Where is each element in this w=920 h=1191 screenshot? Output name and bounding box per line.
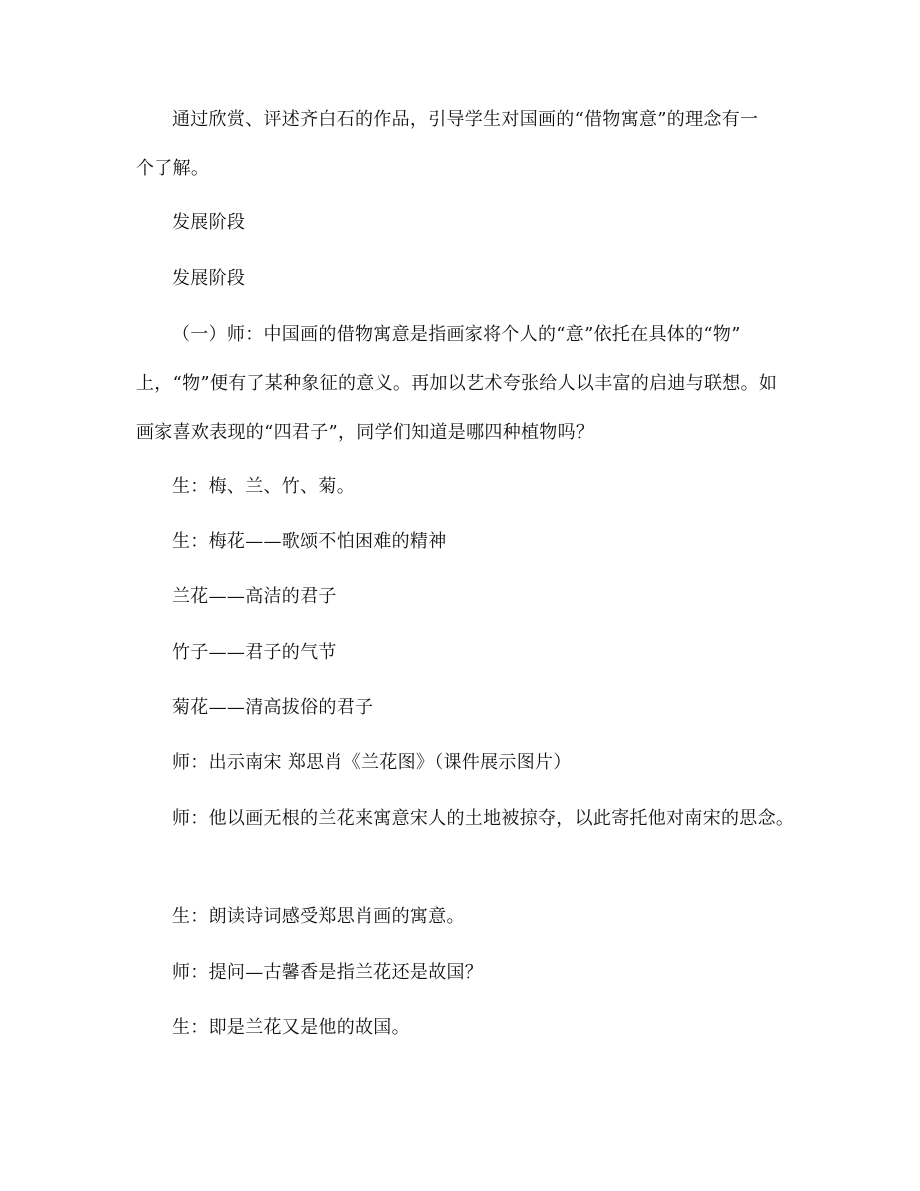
paragraph-1-line-2: 个了解。 xyxy=(136,158,210,179)
teacher-explanation: 师：他以画无根的兰花来寓意宋人的土地被掠夺，以此寄托他对南宋的思念。 xyxy=(172,808,795,829)
section-heading-2: 发展阶段 xyxy=(172,268,246,289)
paragraph-4-line-2: 上，“物”便有了某种象征的意义。再加以艺术夸张给人以丰富的启迪与联想。如 xyxy=(136,373,778,394)
chrysanthemum-meaning: 菊花——清高拔俗的君子 xyxy=(172,697,374,718)
orchid-meaning: 兰花——高洁的君子 xyxy=(172,586,337,607)
student-answer-1: 生：梅、兰、竹、菊。 xyxy=(172,476,355,497)
bamboo-meaning: 竹子——君子的气节 xyxy=(172,642,337,663)
student-answer-2: 生：梅花——歌颂不怕困难的精神 xyxy=(172,531,447,552)
section-heading-1: 发展阶段 xyxy=(172,212,246,233)
paragraph-4-line-3: 画家喜欢表现的“四君子”，同学们知道是哪四种植物吗？ xyxy=(136,422,595,443)
paragraph-1-line-1: 通过欣赏、评述齐白石的作品，引导学生对国画的“借物寓意”的理念有一 xyxy=(172,109,759,130)
student-answer-3: 生：即是兰花又是他的故国。 xyxy=(172,1017,410,1038)
teacher-show-painting: 师：出示南宋 郑思肖《兰花图》（课件展示图片） xyxy=(172,752,572,773)
paragraph-4-line-1: （一）师：中国画的借物寓意是指画家将个人的“意”依托在具体的“物” xyxy=(172,324,741,345)
teacher-question: 师：提问—古馨香是指兰花还是故国？ xyxy=(172,962,484,983)
student-reading: 生：朗读诗词感受郑思肖画的寓意。 xyxy=(172,906,465,927)
